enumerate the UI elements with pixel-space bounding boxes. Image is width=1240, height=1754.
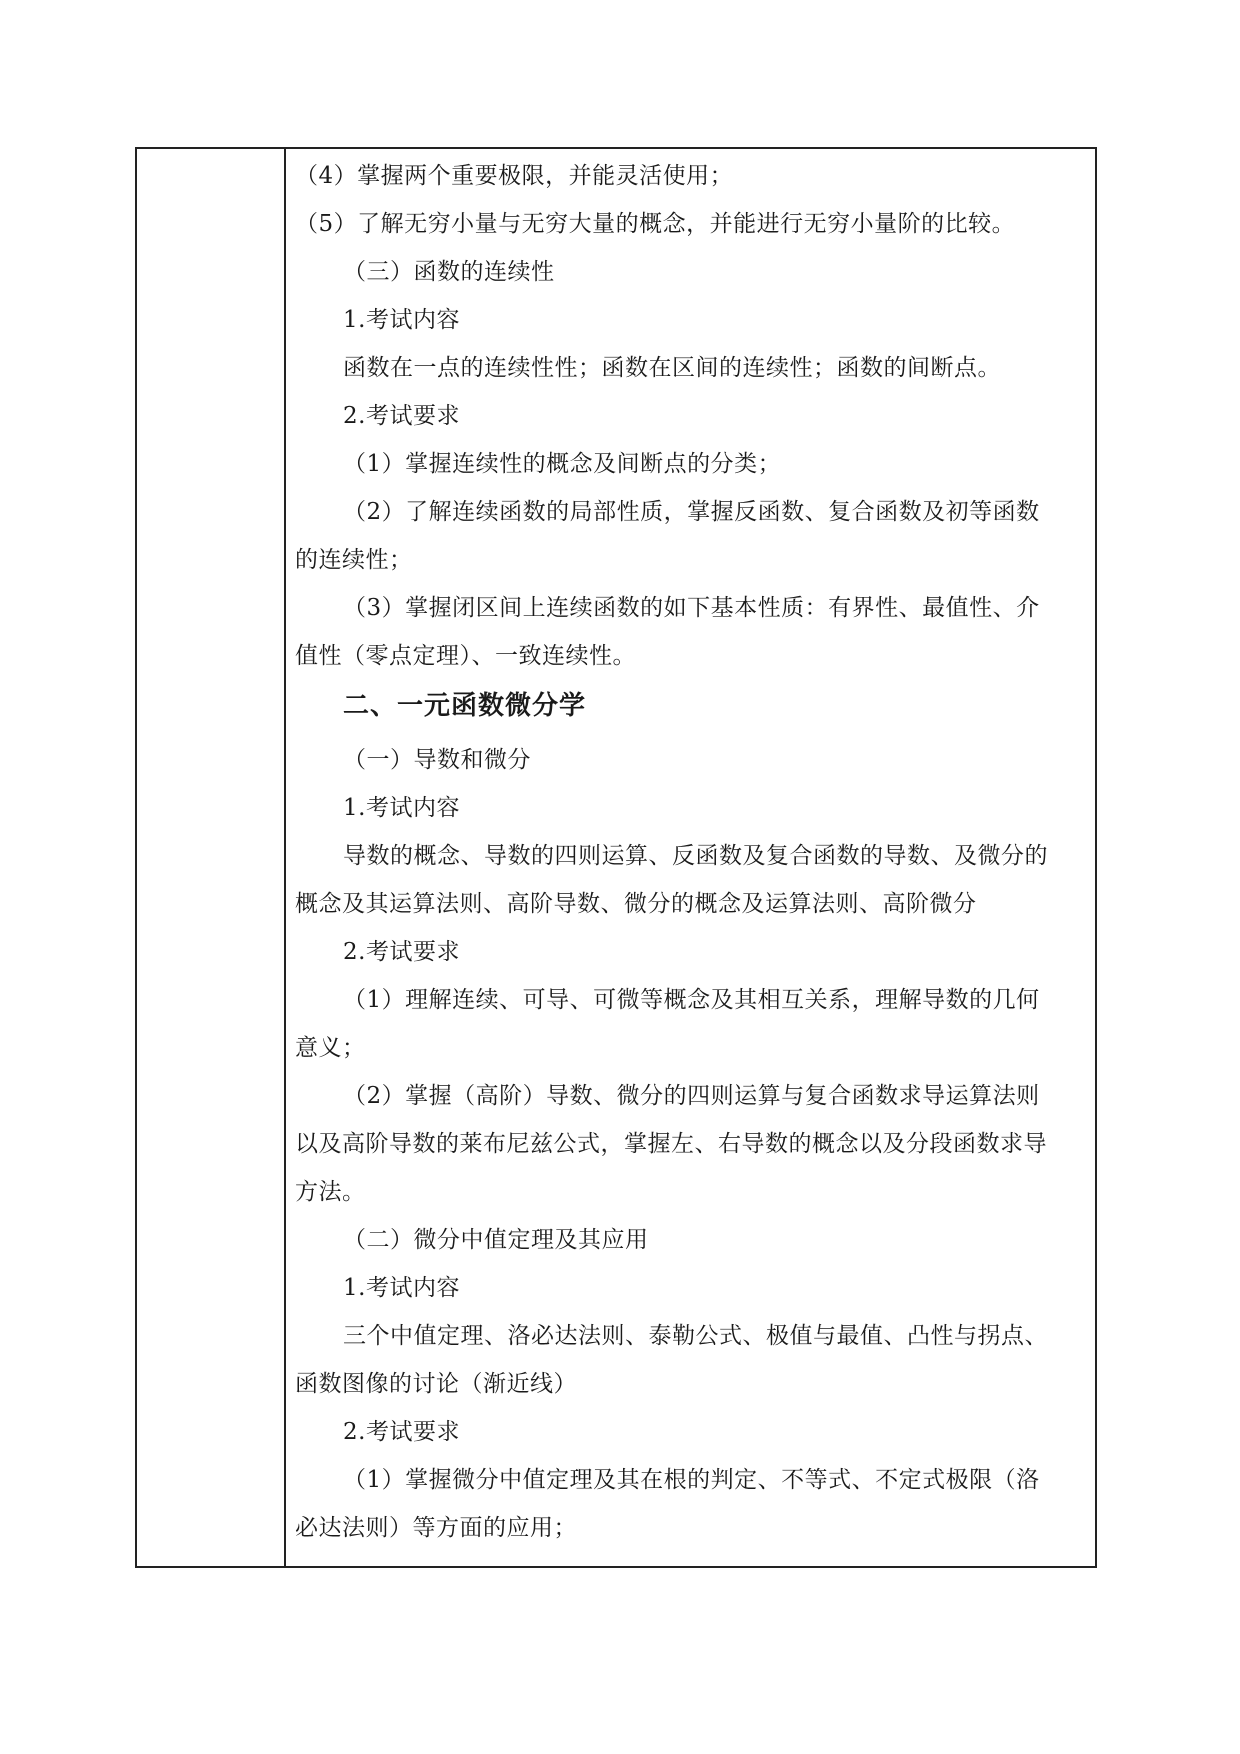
text-line: 三个中值定理、洛必达法则、泰勒公式、极值与最值、凸性与拐点、 <box>343 1323 1048 1349</box>
text-line: 的连续性； <box>295 547 413 573</box>
text-line: 概念及其运算法则、高阶导数、微分的概念及运算法则、高阶微分 <box>295 891 977 917</box>
text-line: （1）掌握微分中值定理及其在根的判定、不等式、不定式极限（洛 <box>343 1467 1040 1493</box>
text-line: （1）理解连续、可导、可微等概念及其相互关系，理解导数的几何 <box>343 987 1040 1013</box>
text-line: 函数图像的讨论（渐近线） <box>295 1371 577 1397</box>
text-line: 必达法则）等方面的应用； <box>295 1515 577 1541</box>
text-line: 1.考试内容 <box>343 1275 460 1301</box>
column-divider <box>284 149 286 1566</box>
text-line: 2.考试要求 <box>343 939 460 965</box>
document-table <box>135 147 1097 1568</box>
section-subheading: （二）微分中值定理及其应用 <box>343 1227 649 1253</box>
text-line: 2.考试要求 <box>343 1419 460 1445</box>
text-line: 导数的概念、导数的四则运算、反函数及复合函数的导数、及微分的 <box>343 843 1048 869</box>
text-line: （2）掌握（高阶）导数、微分的四则运算与复合函数求导运算法则 <box>343 1083 1040 1109</box>
text-line: （2）了解连续函数的局部性质，掌握反函数、复合函数及初等函数 <box>343 499 1040 525</box>
section-subheading: （一）导数和微分 <box>343 747 531 773</box>
empty-left-cell <box>137 149 284 1566</box>
text-line: （5）了解无穷小量与无穷大量的概念，并能进行无穷小量阶的比较。 <box>295 211 1016 237</box>
section-subheading: （三）函数的连续性 <box>343 259 555 285</box>
text-line: 以及高阶导数的莱布尼兹公式，掌握左、右导数的概念以及分段函数求导 <box>295 1131 1047 1157</box>
text-line: 函数在一点的连续性性；函数在区间的连续性；函数的间断点。 <box>343 355 1001 381</box>
section-heading: 二、一元函数微分学 <box>343 691 587 721</box>
text-line: 2.考试要求 <box>343 403 460 429</box>
text-line: （1）掌握连续性的概念及间断点的分类； <box>343 451 782 477</box>
text-line: 意义； <box>295 1035 366 1061</box>
text-line: 1.考试内容 <box>343 795 460 821</box>
text-line: 方法。 <box>295 1179 366 1205</box>
text-line: （3）掌握闭区间上连续函数的如下基本性质：有界性、最值性、介 <box>343 595 1040 621</box>
text-line: 1.考试内容 <box>343 307 460 333</box>
text-line: 值性（零点定理）、一致连续性。 <box>295 643 636 669</box>
text-line: （4）掌握两个重要极限，并能灵活使用； <box>295 163 734 189</box>
